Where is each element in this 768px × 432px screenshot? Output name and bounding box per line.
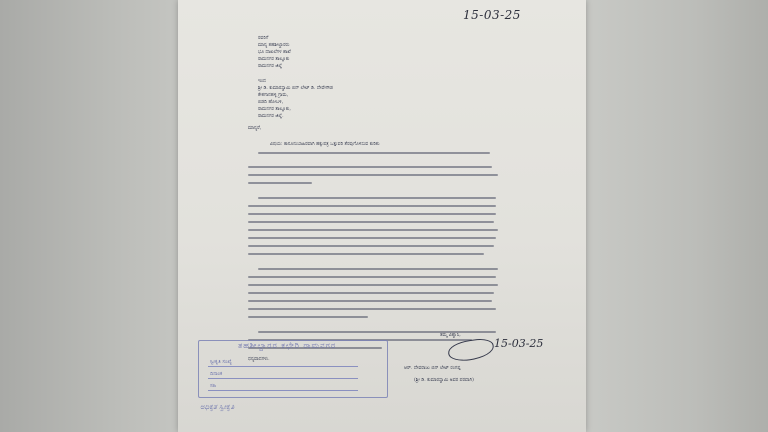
stamp-row-label: ದಿನಾಂಕ [210, 371, 223, 377]
stamp-row-label: ಸಹಿ [210, 383, 217, 389]
paragraph-line [248, 166, 492, 168]
closing-line: ಧನ್ಯವಾದಗಳು. [248, 357, 270, 362]
signer-name: ಆರ್. ದೇವರಾಜು ಬಿನ್ ಲೇಟ್ ರಂಗಪ್ಪ [404, 366, 461, 371]
paragraph-line [248, 308, 496, 310]
stamp-row-line [208, 378, 358, 379]
stamp-row-label: ಸ್ವೀಕೃತಿ ಸಂಖ್ಯೆ [210, 359, 232, 365]
paragraph-line [248, 221, 494, 223]
from-line: ರಾಮನಗರ ತಾಲ್ಲೂಕು, [258, 107, 291, 112]
stamp-row-line [208, 366, 358, 367]
paragraph-line [258, 268, 498, 270]
paragraph-line [248, 253, 484, 255]
from-line: ಇಂದ [258, 79, 266, 84]
desk-backdrop-left [0, 0, 178, 432]
from-line: ರಾಮನಗರ ಜಿಲ್ಲೆ. [258, 114, 284, 119]
salutation: ಮಾನ್ಯರೆ, [248, 126, 262, 131]
from-line: ಕೇತಗಾನಹಳ್ಳಿ ಗ್ರಾಮ, [258, 93, 289, 98]
handwritten-date: 15-03-25 [463, 8, 521, 22]
paragraph-line [248, 245, 494, 247]
paragraph-line [248, 292, 494, 294]
stamp-row-line [208, 390, 358, 391]
subject-text-line [258, 152, 490, 154]
paragraph-line [248, 300, 492, 302]
to-line: ರಾಮನಗರ ಜಿಲ್ಲೆ [258, 64, 283, 69]
paragraph-line [248, 316, 368, 318]
paragraph-line [248, 229, 498, 231]
to-line: ರಾಮನಗರ ತಾಲ್ಲೂಕು [258, 57, 290, 62]
sign-off: ತಮ್ಮ ವಿಶ್ವಾಸಿ, [440, 333, 461, 338]
from-line: ಶ್ರೀ ಡಿ. ಕುಮಾರಸ್ವಾಮಿ ಬಿನ್ ಲೇಟ್ ಡಿ. ದೇವೇಗೌಡ [258, 86, 333, 91]
to-line: ಮಾನ್ಯ ತಹಶೀಲ್ದಾರರು [258, 43, 290, 48]
paragraph-line [248, 174, 498, 176]
paragraph-line [248, 182, 312, 184]
signer-note: (ಶ್ರೀ ಡಿ. ಕುಮಾರಸ್ವಾಮಿ ಅವರ ಪರವಾಗಿ) [414, 378, 474, 383]
paragraph-line [258, 197, 496, 199]
paragraph-line [248, 205, 496, 207]
letter-sheet [178, 0, 586, 432]
paragraph-line [248, 237, 496, 239]
stamp-title: ತಹಶೀಲ್ದಾರರ ಕಛೇರಿ ರಾಮನಗರ [238, 341, 337, 350]
paragraph-line [248, 284, 498, 286]
signature-date: 15-03-25 [494, 337, 544, 350]
paragraph-line [248, 213, 496, 215]
desk-backdrop-right [586, 0, 768, 432]
paragraph-line [248, 276, 496, 278]
to-line: ರವರಿಗೆ [258, 36, 269, 41]
subject-line: ವಿಷಯ: ಕಾನೂನುಬಾಹಿರವಾಗಿ ಹಕ್ಕುಪತ್ರ ಒತ್ತುವರಿ ತೆರವುಗೊಳಿಸುವ ಕುರಿತು [270, 142, 380, 147]
from-line: ಬಿಡದಿ ಹೋಬಳಿ, [258, 100, 284, 105]
stamp-handwritten-note: ಅಧಿಕೃತ ಸ್ವೀಕೃತಿ [200, 403, 235, 411]
to-line: ಭೂ ದಾಖಲೆಗಳ ಶಾಖೆ [258, 50, 291, 55]
